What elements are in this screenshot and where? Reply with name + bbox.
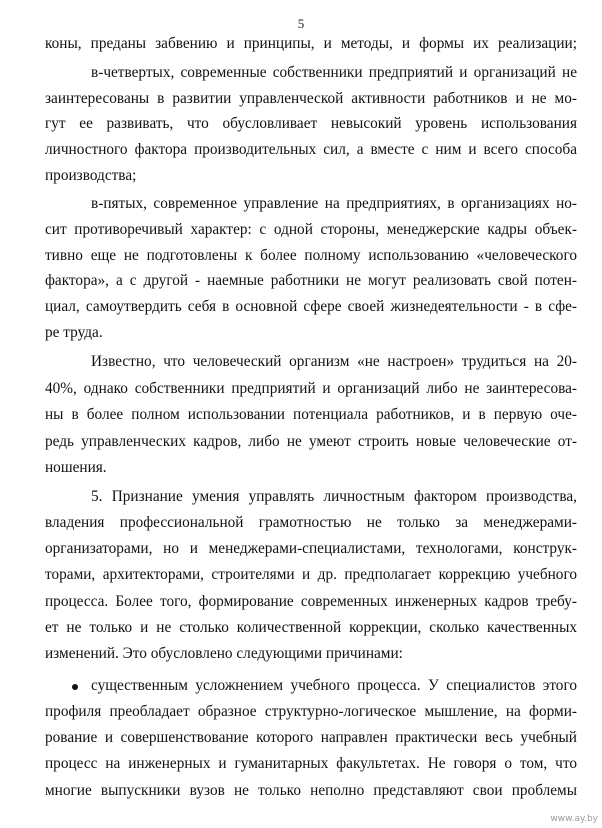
text-line: существенным усложнением учебного процесса. У специалистов этого <box>91 677 577 694</box>
text-line: 40%, однако собственники предприятий и организаций либо не заинтересова- <box>45 380 577 397</box>
text-line: личностного фактора производительных сил, а вместе с ним и всего способа <box>45 141 577 158</box>
text-line: 5. Признание умения управлять личностным фактором производства, <box>91 488 577 505</box>
text-line: изменений. Это обусловлено следующими причинами: <box>45 645 403 662</box>
text-line: торами, архитекторами, строителями и др. предполагает коррекцию учебного <box>45 566 577 583</box>
text-line: процесса. Более того, формирование современных инженерных кадров требу- <box>45 593 577 610</box>
text-line: фактора», а с другой - наемные работники не могут реализовать свой потен- <box>45 272 577 289</box>
watermark: www.ay.by <box>550 814 598 824</box>
text-line: владения профессиональной грамотностью не только за менеджерами- <box>45 514 577 531</box>
text-line: в-четвертых, современные собственники предприятий и организаций не <box>91 64 577 81</box>
text-line: производства; <box>45 167 137 184</box>
text-line: заинтересованы в развитии управленческой активности работников и не мо- <box>45 90 577 107</box>
text-line: Известно, что человеческий организм «не настроен» трудиться на 20- <box>91 353 577 370</box>
text-line: коны, преданы забвению и принципы, и методы, и формы их реализации; <box>45 35 577 52</box>
text-line: профиля преобладает образное структурно-логическое мышление, на форми- <box>45 703 577 720</box>
text-line: тивно еще не подготовлены к более полному использованию «человеческого <box>45 247 577 264</box>
text-line: ношения. <box>45 459 107 476</box>
bullet-icon <box>72 684 78 690</box>
text-line: ны в более полном использовании потенциала работников, и в первую оче- <box>45 406 577 423</box>
text-line: процесс на инженерных и гуманитарных факультетах. Не говоря о том, что <box>45 755 577 772</box>
text-line: ет не только и не столько количественной коррекции, сколько качественных <box>45 619 577 636</box>
text-line: редь управленческих кадров, либо не умеют строить новые человеческие от- <box>45 433 577 450</box>
text-line: циал, самоутвердить себя в основной сфере своей жизнедеятельности - в сфе- <box>45 298 577 315</box>
text-line: организаторами, но и менеджерами-специалистами, технологами, конструк- <box>45 540 577 557</box>
text-line: в-пятых, современное управление на предприятиях, в организациях но- <box>91 195 577 212</box>
text-line: ре труда. <box>45 324 103 341</box>
text-line: рование и совершенствование которого направлен практически весь учебный <box>45 729 577 746</box>
text-line: гут ее развивать, что обусловливает невысокий уровень использования <box>45 115 577 132</box>
text-line: сит противоречивый характер: с одной стороны, менеджерские кадры объек- <box>45 221 577 238</box>
page-number: 5 <box>297 16 305 31</box>
text-line: многие выпускники вузов не только неполно представляют свои проблемы <box>45 782 577 799</box>
